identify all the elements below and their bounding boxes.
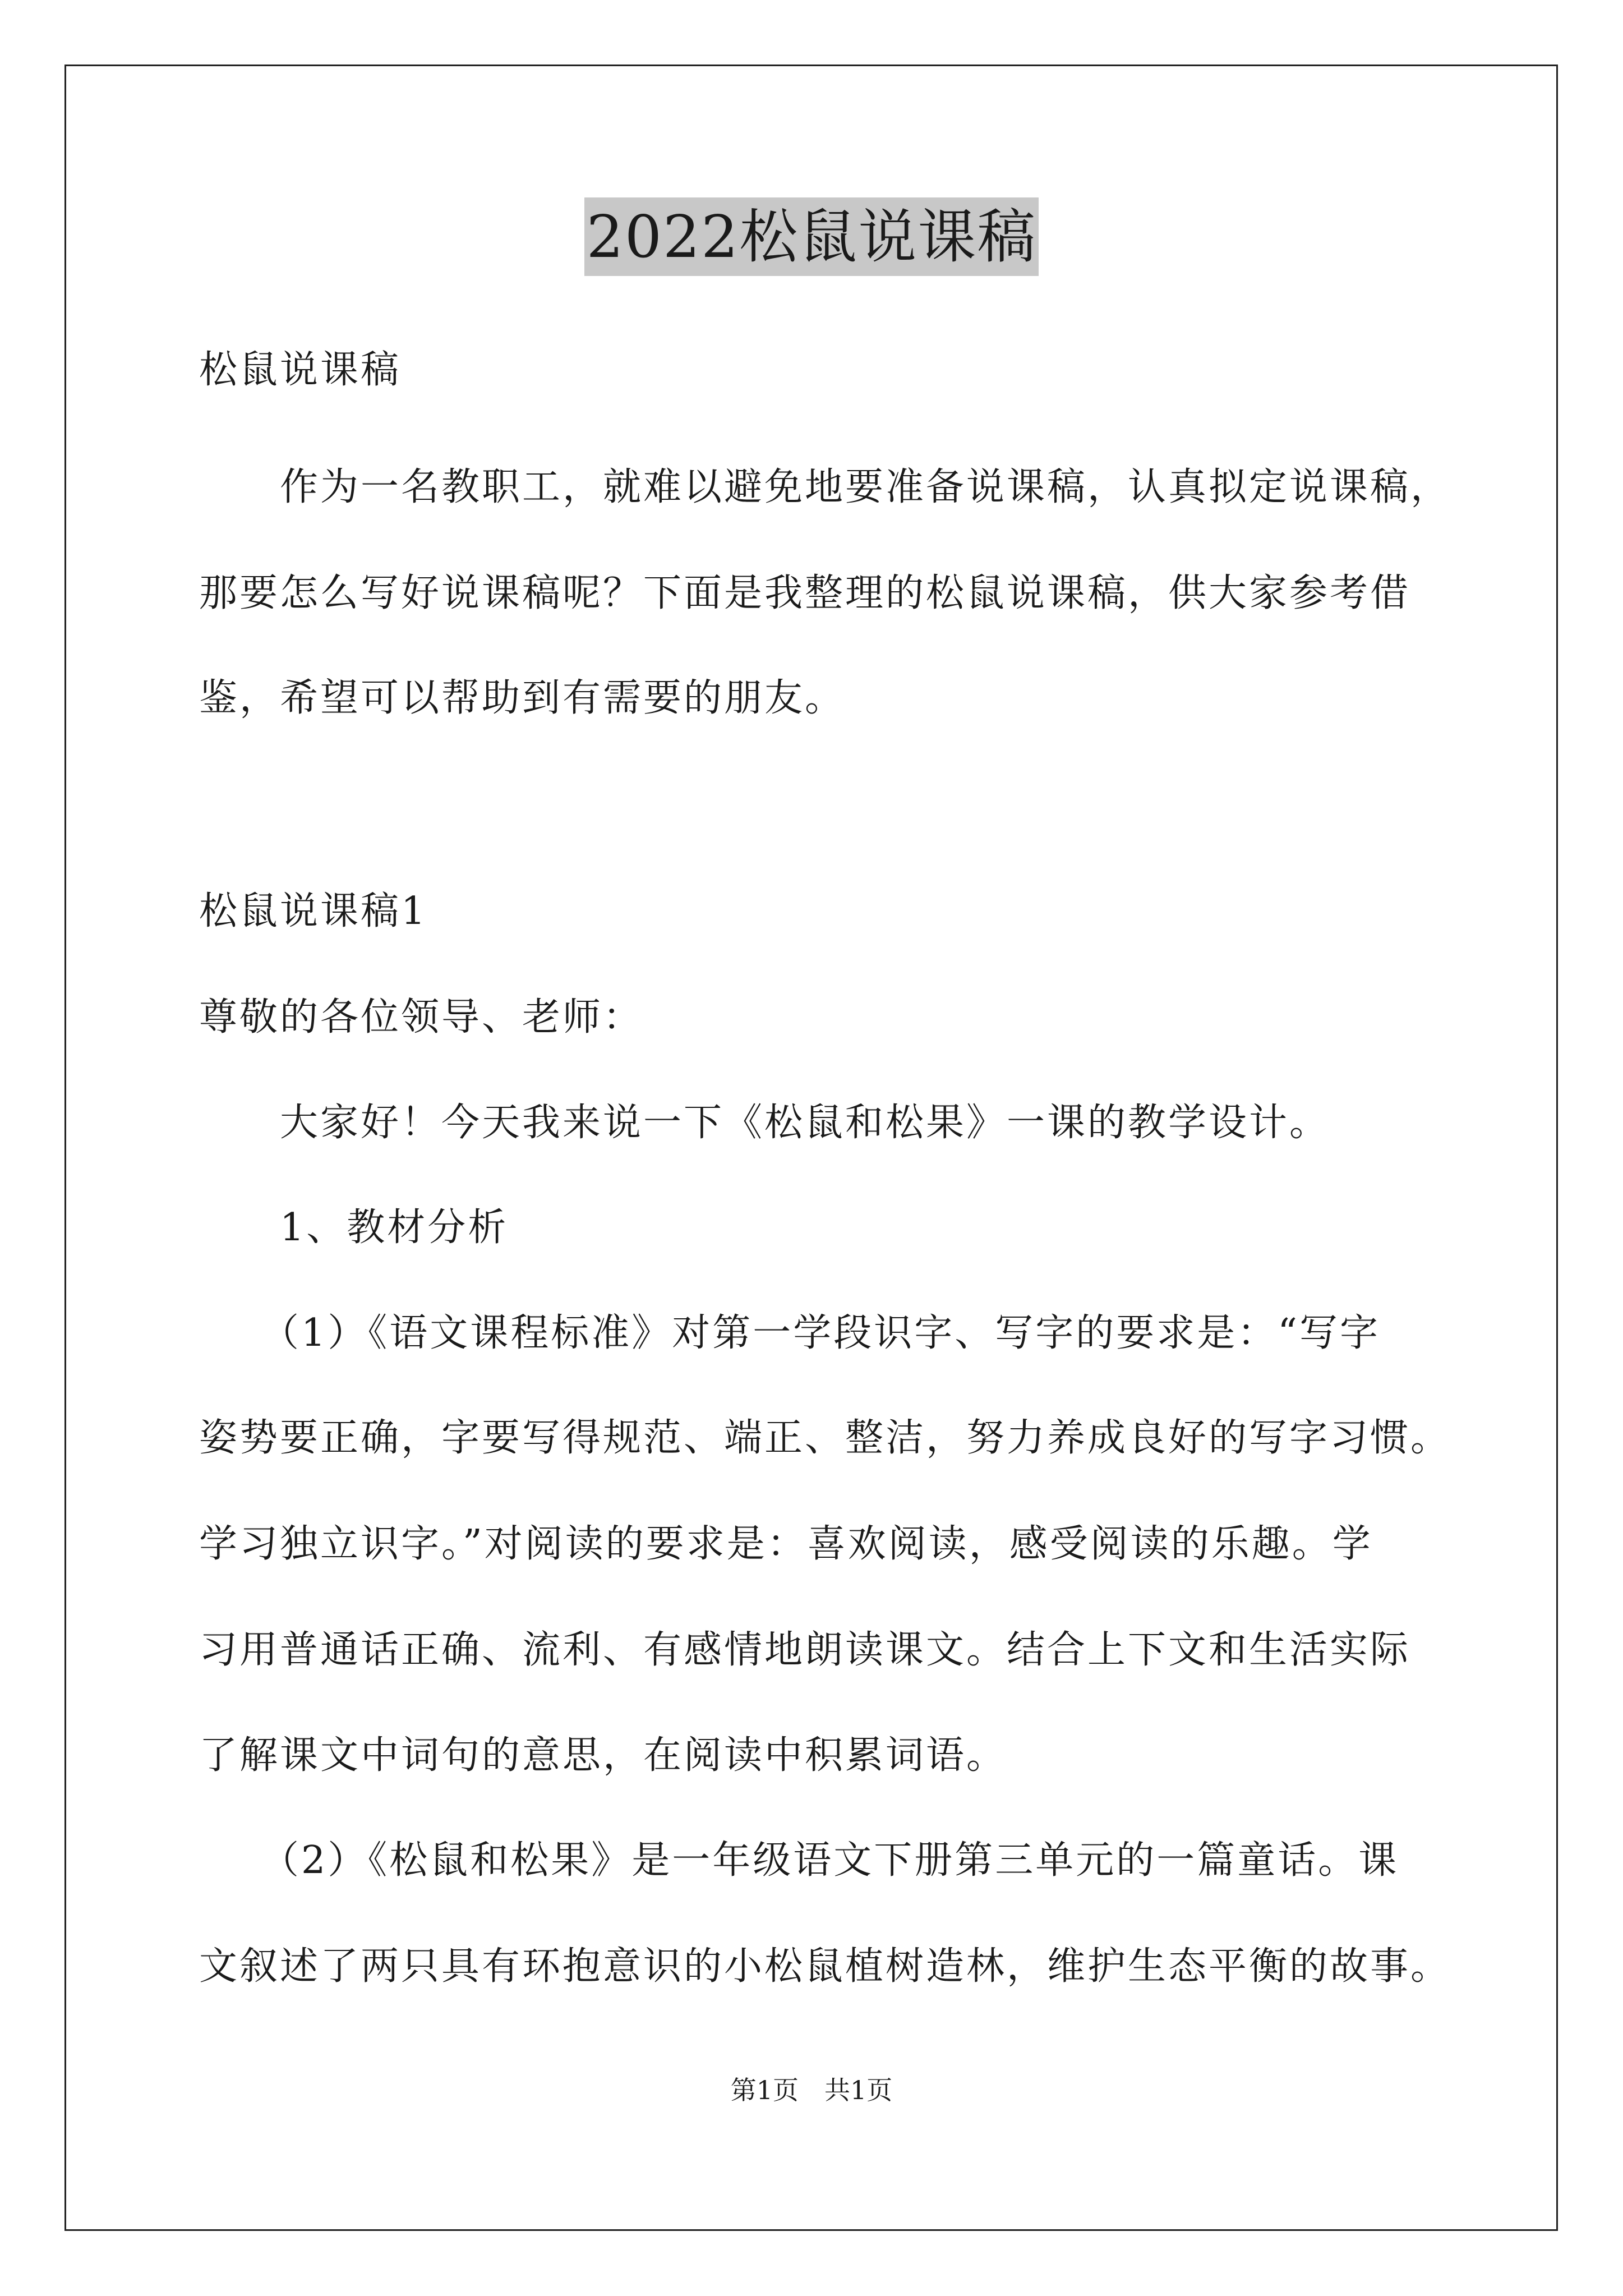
title-container	[0, 197, 1623, 276]
section-heading: 松鼠说课稿1	[199, 889, 428, 933]
document-title: 2022松鼠说课稿	[584, 197, 1039, 276]
paragraph-line: 大家好！今天我来说一下《松鼠和松果》一课的教学设计。	[199, 1101, 1330, 1145]
salutation: 尊敬的各位领导、老师：	[199, 995, 644, 1039]
page-footer: 第1页 共1页	[730, 2075, 893, 2105]
subsection-heading: 1、教材分析	[199, 1205, 509, 1250]
paragraph-line: 学习独立识字。”对阅读的要求是：喜欢阅读，感受阅读的乐趣。学	[199, 1522, 1373, 1566]
paragraph-line: （1）《语文课程标准》对第一学段识字、写字的要求是：“写字	[199, 1311, 1381, 1355]
paragraph-line: 鉴，希望可以帮助到有需要的朋友。	[199, 676, 846, 720]
paragraph-line: 姿势要正确，字要写得规范、端正、整洁，努力养成良好的写字习惯。	[199, 1416, 1451, 1460]
paragraph-line: （2）《松鼠和松果》是一年级语文下册第三单元的一篇童话。课	[199, 1838, 1399, 1883]
paragraph-line: 那要怎么写好说课稿呢？下面是我整理的松鼠说课稿，供大家参考借	[199, 571, 1411, 615]
paragraph-line: 作为一名教职工，就难以避免地要准备说课稿，认真拟定说课稿，	[199, 465, 1451, 509]
paragraph-line: 了解课文中词句的意思，在阅读中积累词语。	[199, 1733, 1007, 1778]
paragraph-line: 习用普通话正确、流利、有感情地朗读课文。结合上下文和生活实际	[199, 1628, 1411, 1672]
section-heading: 松鼠说课稿	[199, 348, 402, 392]
paragraph-line: 文叙述了两只具有环抱意识的小松鼠植树造林，维护生态平衡的故事。	[199, 1944, 1451, 1989]
